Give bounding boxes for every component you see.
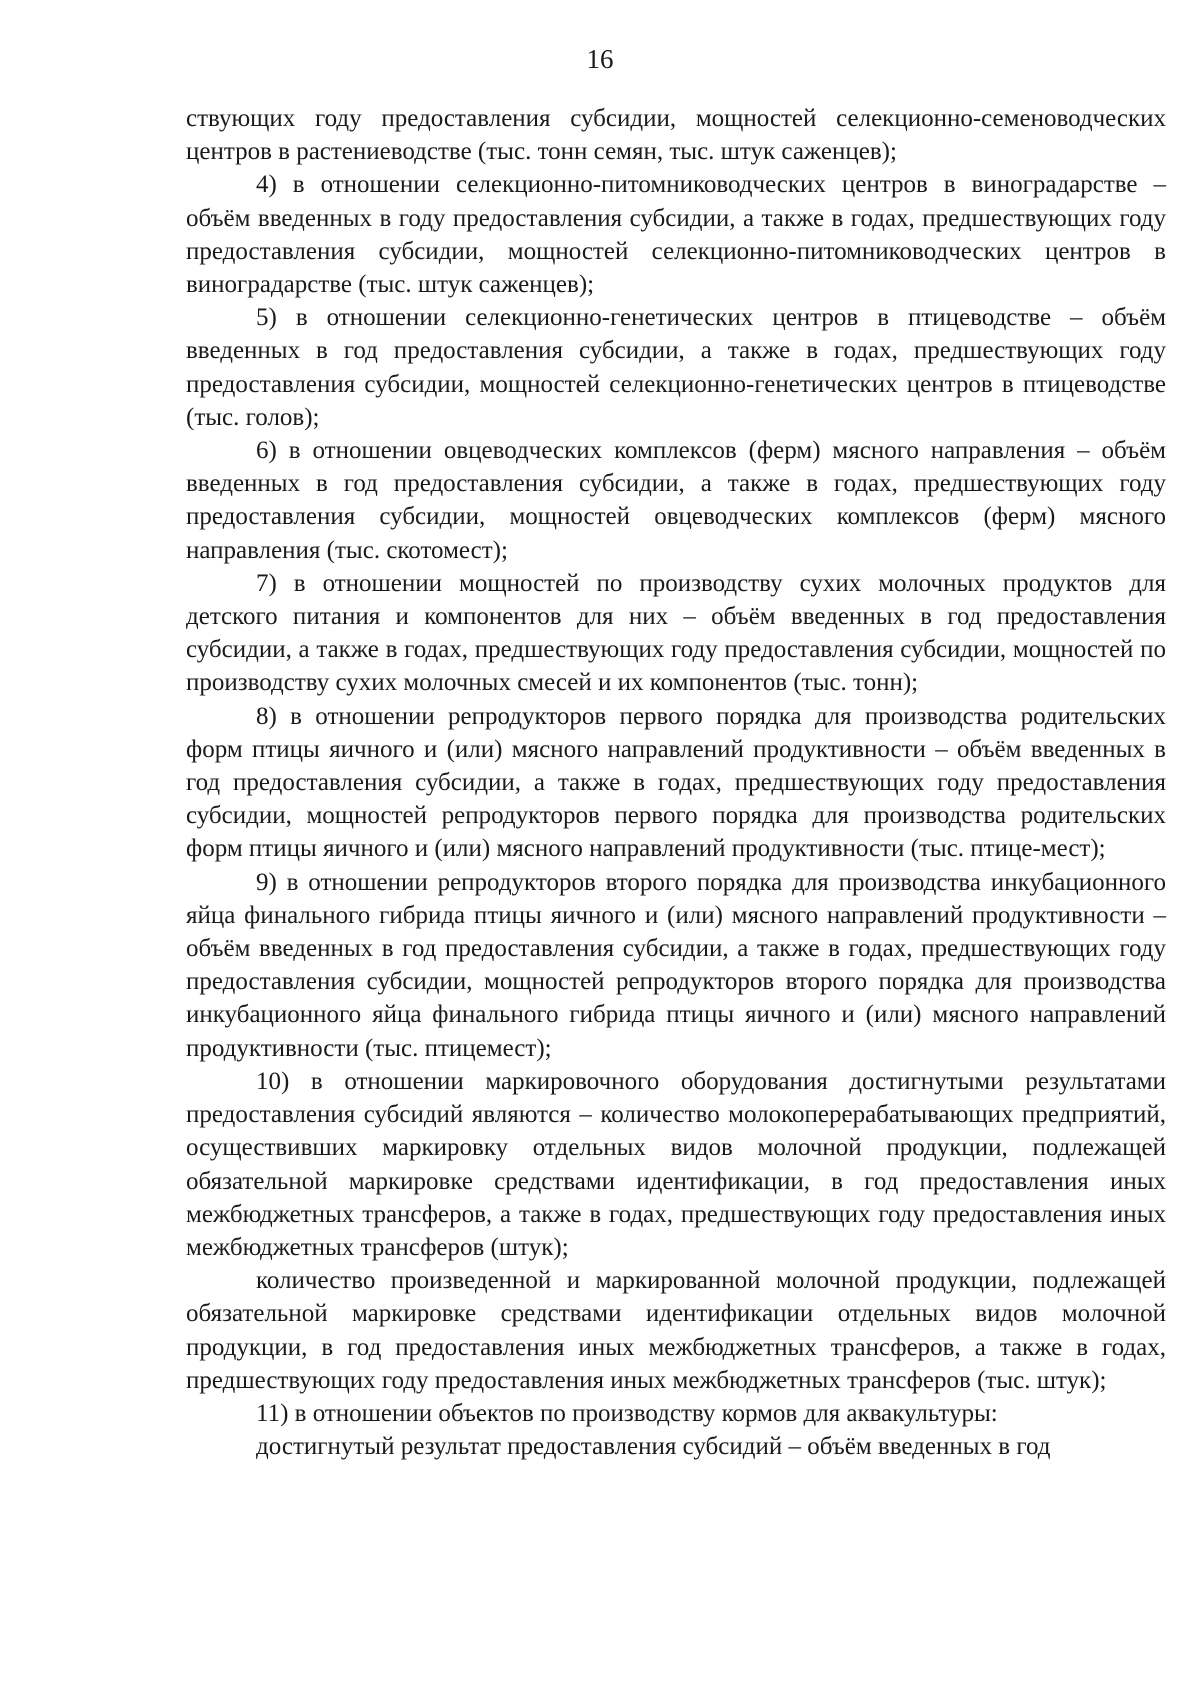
paragraph-item-10-cont: количество произведенной и маркированной молочной продукции, подлежащей обязательной маркировке средствами идентификации отдельных видов молочной продукции, в год предоставления иных межбюджетных трансферов, а также в годах, предшествующих году предоставления иных межбюджетных трансферов (тыс. штук);	[186, 1267, 1166, 1394]
document-body	[186, 102, 1166, 1463]
paragraph-item-9: 9) в отношении репродукторов второго порядка для производства инкубационного яйца финального гибрида птицы яичного и (или) мясного направлений продуктивности – объём введенных в год предоставления субсидии, а также в годах, предшествующих году предоставления субсидии, мощностей репродукторов второго порядка для производства инкубационного яйца финального гибрида птицы яичного и (или) мясного направлений продуктивности (тыс. птицемест);	[186, 868, 1166, 1062]
paragraph-continuation: ствующих году предоставления субсидии, мощностей селекционно-семеноводческих центров в растениеводстве (тыс. тонн семян, тыс. штук саженцев);	[186, 105, 1166, 166]
paragraph-item-11-cont: достигнутый результат предоставления субсидий – объём введенных в год	[256, 1433, 1051, 1461]
paragraph-item-4: 4) в отношении селекционно-питомниководческих центров в виноградарстве – объём введенных в году предоставления субсидии, а также в годах, предшествующих году предоставления субсидии, мощностей селекционно-питомниководческих центров в виноградарстве (тыс. штук саженцев);	[186, 171, 1166, 299]
paragraph-item-7: 7) в отношении мощностей по производству сухих молочных продуктов для детского питания и компонентов для них – объём введенных в год предоставления субсидии, а также в годах, предшествующих году предоставления субсидии, мощностей по производству сухих молочных смесей и их компонентов (тыс. тонн);	[186, 569, 1166, 697]
page-number: 16	[586, 44, 614, 74]
paragraph-item-11: 11) в отношении объектов по производству кормов для аквакультуры:	[256, 1399, 998, 1427]
paragraph-item-8: 8) в отношении репродукторов первого порядка для производства родительских форм птицы яичного и (или) мясного направлений продуктивности – объём введенных в год предоставления субсидии, а также в годах, предшествующих году предоставления субсидии, мощностей репродукторов первого порядка для производства родительских форм птицы яичного и (или) мясного направлений продуктивности (тыс. птице-мест);	[186, 702, 1166, 863]
paragraph-item-6: 6) в отношении овцеводческих комплексов (ферм) мясного направления – объём введенных в год предоставления субсидии, а также в годах, предшествующих году предоставления субсидии, мощностей овцеводческих комплексов (ферм) мясного направления (тыс. скотомест);	[186, 437, 1166, 564]
paragraph-item-10: 10) в отношении маркировочного оборудования достигнутыми результатами предоставления субсидий являются – количество молокоперерабатывающих предприятий, осуществивших маркировку отдельных видов молочной продукции, подлежащей обязательной маркировке средствами идентификации, в год предоставления иных межбюджетных трансферов, а также в годах, предшествующих году предоставления иных межбюджетных трансферов (штук);	[186, 1067, 1166, 1261]
paragraph-item-5: 5) в отношении селекционно-генетических центров в птицеводстве – объём введенных в год предоставления субсидии, а также в годах, предшествующих году предоставления субсидии, мощностей селекционно-генетических центров в птицеводстве (тыс. голов);	[186, 304, 1166, 431]
